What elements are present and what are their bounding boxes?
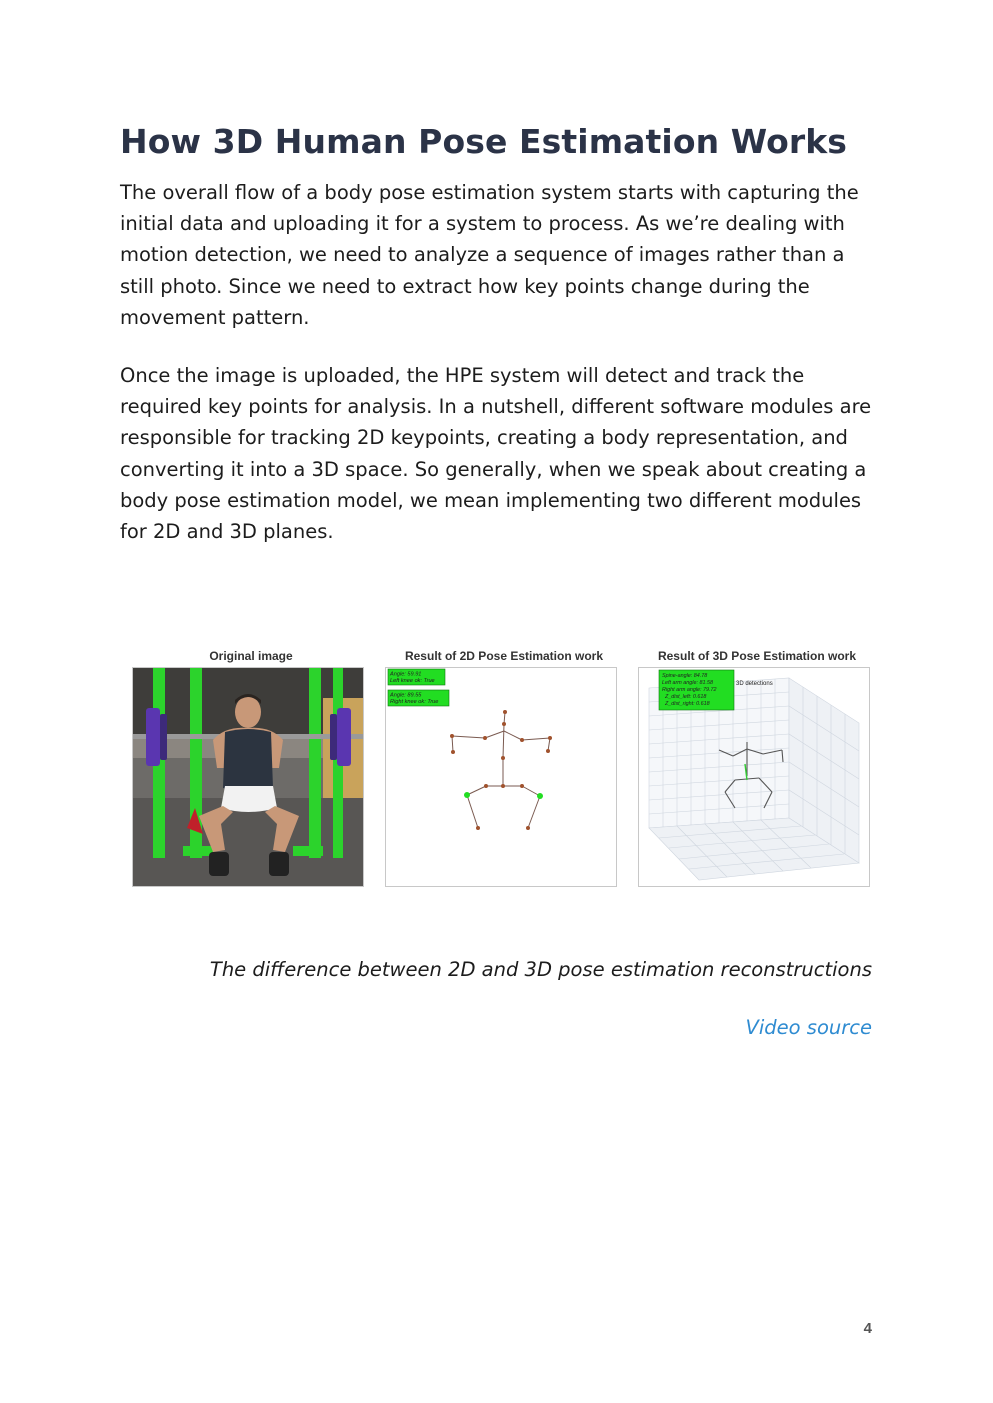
panel-title-2d: Result of 2D Pose Estimation work [404,649,604,663]
page-heading: How 3D Human Pose Estimation Works [120,122,848,161]
paragraph-1: The overall flow of a body pose estimation system starts with capturing the initial data and uploading it for a system to process. As we’re dealing with motion detection, we need to analyze a sequence of images rather than a still photo. Since we need to extract how key points change during the movement pattern. [120,181,859,329]
left-knee-joint [464,792,470,798]
label-3d-left-arm: Left arm angle: 81.58 [662,680,713,686]
panel-title-original: Original image [209,649,293,663]
label-3d-spine: Spine-angle: 84.78 [662,673,708,679]
label-2d-right-angle: Angle: 89.55 [390,692,422,699]
label-3d-right-arm: Right arm angle: 79.72 [662,687,717,693]
figure-caption: The difference between 2D and 3D pose estimation reconstructions [209,958,872,981]
pose-3d-canvas [638,667,870,887]
page-number: 4 [863,1320,872,1337]
pose-2d-canvas [385,667,617,887]
label-3d-detections: 3D detections [736,681,773,687]
right-knee-joint [537,793,543,799]
skeleton-2d [452,712,550,828]
label-3d-zdist-right: Z_dist_right: 0.618 [665,701,710,707]
paragraph-2: Once the image is uploaded, the HPE system will detect and track the required key points for analysis. In a nutshell, different software modules are responsible for tracking 2D keypoints, creating a body representation, and converting it into a 3D space. So generally, when we speak about creating a body pose estimation model, we mean implementing two different modules for 2D and 3D planes. [120,364,872,544]
figure-panel-2d [385,646,623,705]
label-2d-left-angle: Angle: 59.91 [390,671,422,678]
panel-title-3d: Result of 3D Pose Estimation work [657,649,857,663]
label-2d-right-knee: Right knee ok: True [390,699,439,705]
keypoints-2d [450,710,552,830]
video-source-link[interactable]: Video source [745,1016,872,1039]
label-2d-left-knee: Left knee ok: True [390,678,435,684]
label-3d-zdist-left: Z_dist_left: 0.618 [665,694,707,700]
figure-panel-3d [638,646,876,707]
figure-panel-original [132,646,370,666]
original-photo [132,667,364,887]
